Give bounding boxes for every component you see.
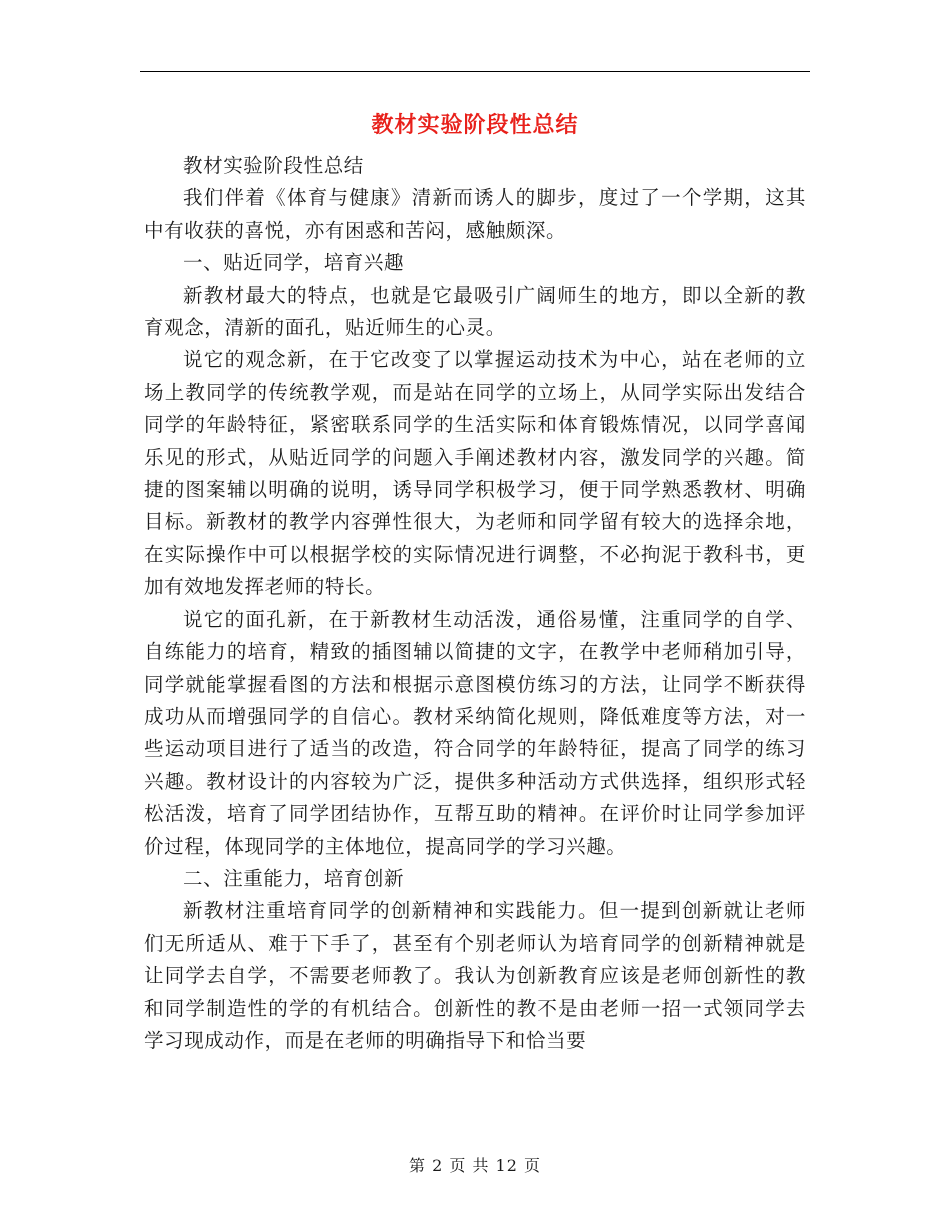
paragraph-intro: 我们伴着《体育与健康》清新而诱人的脚步，度过了一个学期，这其中有收获的喜悦，亦有困惑和苦闷，感触颇深。 — [144, 186, 806, 242]
document-body — [144, 150, 806, 1057]
page-number-footer: 第 2 页 共 12 页 — [409, 1156, 541, 1175]
section-heading-2: 二、注重能力，培育创新 — [183, 866, 405, 890]
paragraph-subtitle: 教材实验阶段性总结 — [183, 154, 364, 177]
paragraph: 说它的面孔新，在于新教材生动活泼，通俗易懂，注重同学的自学、自练能力的培育，精致的插图辅以简捷的文字，在教学中老师稍加引导，同学就能掌握看图的方法和根据示意图模仿练习的方法，让同学不断获得成功从而增强同学的自信心。教材采纳简化规则，降低难度等方法，对一些运动项目进行了适当的改造，符合同学的年龄特征，提高了同学的练习兴趣。教材设计的内容较为广泛，提供多种活动方式供选择，组织形式轻松活泼，培育了同学团结协作，互帮互助的精神。在评价时让同学参加评价过程，体现同学的主体地位，提高同学的学习兴趣。 — [144, 607, 806, 858]
document-title: 教材实验阶段性总结 — [371, 112, 579, 138]
section-heading-1: 一、贴近同学，培育兴趣 — [183, 251, 405, 275]
paragraph: 说它的观念新，在于它改变了以掌握运动技术为中心，站在老师的立场上教同学的传统教学观，而是站在同学的立场上，从同学实际出发结合同学的年龄特征，紧密联系同学的生活实际和体育锻炼情况，以同学喜闻乐见的形式，从贴近同学的问题入手阐述教材内容，激发同学的兴趣。简捷的图案辅以明确的说明，诱导同学积极学习，便于同学熟悉教材、明确目标。新教材的教学内容弹性很大，为老师和同学留有较大的选择余地，在实际操作中可以根据学校的实际情况进行调整，不必拘泥于教科书，更加有效地发挥老师的特长。 — [144, 348, 806, 599]
paragraph: 新教材注重培育同学的创新精神和实践能力。但一提到创新就让老师们无所适从、难于下手了，甚至有个别老师认为培育同学的创新精神就是让同学去自学，不需要老师教了。我认为创新教育应该是老师创新性的教和同学制造性的学的有机结合。创新性的教不是由老师一招一式领同学去学习现成动作，而是在老师的明确指导下和恰当要 — [144, 899, 806, 1052]
paragraph: 新教材最大的特点，也就是它最吸引广阔师生的地方，即以全新的教育观念，清新的面孔，贴近师生的心灵。 — [144, 283, 806, 340]
header-rule — [140, 71, 810, 72]
